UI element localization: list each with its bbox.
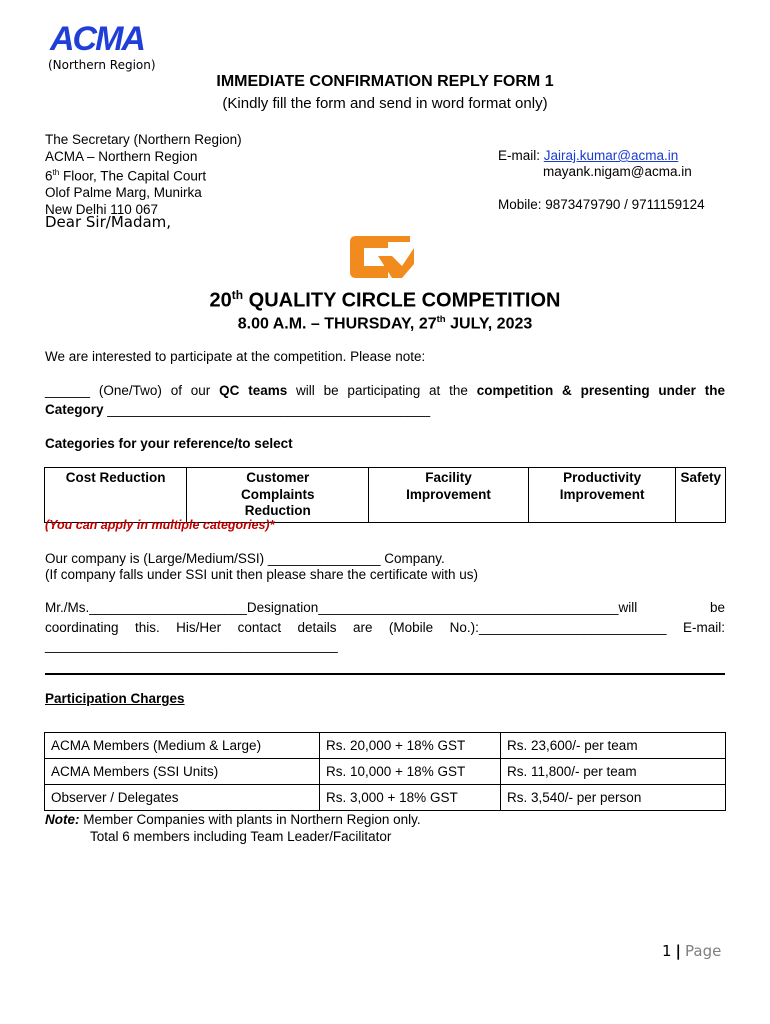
categories-table [44, 467, 726, 523]
divider [45, 673, 725, 675]
email-line: E-mail: Jairaj.kumar@acma.in [498, 148, 679, 163]
ssi-certificate-line: (If company falls under SSI unit then please share the certificate with us) [45, 567, 478, 582]
coordinator-line-1: Mr./Ms._____________________Designation________________________________________will be [45, 600, 725, 615]
form-subtitle: (Kindly fill the form and send in word format only) [222, 95, 548, 112]
category-safety: Safety [676, 468, 726, 523]
acma-logo: ACMA [50, 20, 144, 58]
charge-type: ACMA Members (Medium & Large) [45, 733, 320, 759]
category-facility-improvement: Facility Improvement [369, 468, 529, 523]
table-row [45, 733, 726, 759]
charges-table [44, 732, 726, 811]
quality-circle-logo-icon [348, 234, 416, 280]
intro-text: We are interested to participate at the competition. Please note: [45, 349, 426, 364]
charge-base: Rs. 10,000 + 18% GST [320, 759, 501, 785]
address-line: New Delhi 110 067 [45, 201, 159, 217]
page-number: 1 | Page [662, 942, 722, 960]
charge-total: Rs. 3,540/- per person [501, 785, 726, 811]
address-block [45, 132, 242, 218]
company-size-line: Our company is (Large/Medium/SSI) _______________ Company. [45, 551, 445, 566]
multiple-categories-note: (You can apply in multiple categories)* [45, 518, 275, 532]
charge-type: ACMA Members (SSI Units) [45, 759, 320, 785]
charge-base: Rs. 20,000 + 18% GST [320, 733, 501, 759]
teams-line: ______ (One/Two) of our QC teams will be participating at the competition & presenting under the [45, 383, 725, 398]
charge-type: Observer / Delegates [45, 785, 320, 811]
email-link-jairaj[interactable]: Jairaj.kumar@acma.in [543, 148, 679, 163]
form-title: IMMEDIATE CONFIRMATION REPLY FORM 1 [216, 73, 554, 90]
region-label: (Northern Region) [48, 58, 156, 72]
address-line: 6th Floor, The Capital Court [45, 168, 207, 184]
charge-total: Rs. 23,600/- per team [501, 733, 726, 759]
coordinator-line-3: _______________________________________ [45, 638, 338, 653]
table-row [45, 759, 726, 785]
table-row [45, 785, 726, 811]
address-line: Olof Palme Marg, Munirka [45, 185, 202, 200]
competition-date: 8.00 A.M. – THURSDAY, 27th JULY, 2023 [237, 314, 533, 333]
charges-title: Participation Charges [45, 691, 185, 706]
competition-title: 20th QUALITY CIRCLE COMPETITION [209, 288, 561, 312]
address-line: ACMA – Northern Region [45, 148, 198, 164]
salutation: Dear Sir/Madam, [45, 213, 172, 231]
charge-total: Rs. 11,800/- per team [501, 759, 726, 785]
address-line: The Secretary (Northern Region) [45, 132, 242, 147]
footnote: Note: Member Companies with plants in Northern Region only. Total 6 members including Team Leader/Facilitator [45, 812, 421, 844]
categories-heading: Categories for your reference/to select [45, 436, 293, 451]
mobile-line: Mobile: 9873479790 / 9711159124 [498, 197, 705, 212]
category-cost-reduction: Cost Reduction [45, 468, 187, 523]
category-line: Category ___________________________________________ [45, 402, 431, 417]
category-productivity-improvement: Productivity Improvement [528, 468, 676, 523]
email-line-2: mayank.nigam@acma.in [543, 164, 692, 179]
category-customer-complaints: Customer Complaints Reduction [187, 468, 369, 523]
coordinator-line-2: coordinating this. His/Her contact details are (Mobile No.):_________________________ E-mail: [45, 620, 725, 635]
charge-base: Rs. 3,000 + 18% GST [320, 785, 501, 811]
